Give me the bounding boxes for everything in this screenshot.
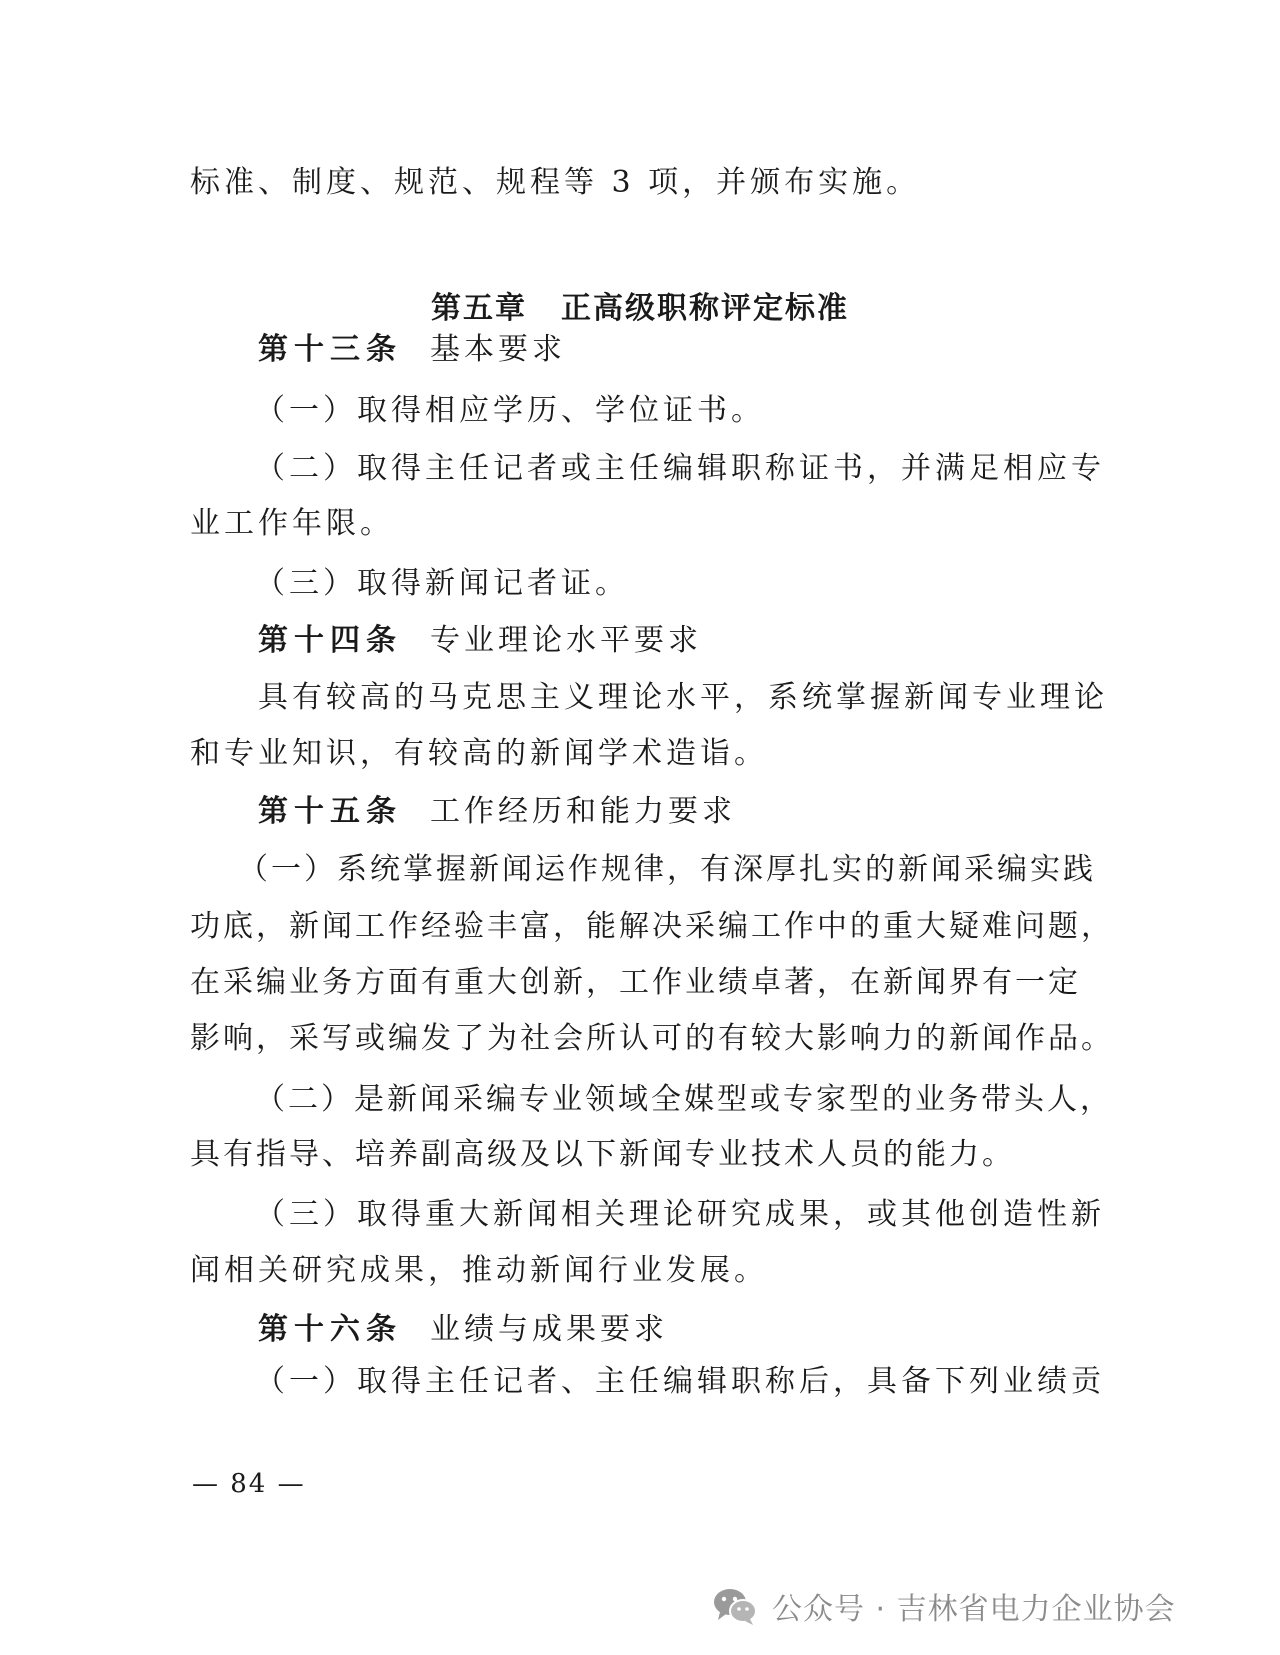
body-line: （二）取得主任记者或主任编辑职称证书，并满足相应专 (255, 451, 1105, 486)
body-line: （二）是新闻采编专业领域全媒型或专家型的业务带头人， (255, 1082, 1113, 1117)
chapter-label: 第五章 (431, 291, 527, 326)
wechat-icon (712, 1586, 758, 1626)
article-title: 工作经历和能力要求 (430, 794, 736, 829)
body-line: （一）系统掌握新闻运作规律，有深厚扎实的新闻采编实践 (238, 852, 1096, 887)
body-line: 在采编业务方面有重大创新，工作业绩卓著，在新闻界有一定 (190, 965, 1081, 1000)
article-label: 第十四条 (258, 623, 402, 658)
watermark-text: 公众号 · 吉林省电力企业协会 (772, 1592, 1176, 1627)
article-title: 业绩与成果要求 (430, 1312, 668, 1347)
chapter-heading (0, 289, 1280, 329)
article-title: 专业理论水平要求 (430, 623, 702, 658)
body-line: 和专业知识，有较高的新闻学术造诣。 (190, 736, 768, 771)
body-line: （三）取得重大新闻相关理论研究成果，或其他创造性新 (255, 1197, 1105, 1232)
watermark (712, 1582, 1176, 1630)
body-line: 功底，新闻工作经验丰富，能解决采编工作中的重大疑难问题， (190, 909, 1114, 944)
page-number: — 84 — (192, 1469, 306, 1499)
body-line: （一）取得相应学历、学位证书。 (255, 393, 765, 428)
article-label: 第十五条 (258, 794, 402, 829)
body-line: 具有指导、培养副高级及以下新闻专业技术人员的能力。 (190, 1137, 1015, 1172)
body-line: （一）取得主任记者、主任编辑职称后，具备下列业绩贡 (255, 1364, 1105, 1399)
article-heading (258, 330, 1090, 370)
article-title: 基本要求 (430, 332, 566, 367)
body-line: 影响，采写或编发了为社会所认可的有较大影响力的新闻作品。 (190, 1021, 1114, 1056)
article-heading (258, 621, 1090, 661)
chapter-title: 正高级职称评定标准 (561, 291, 849, 326)
body-line: 闻相关研究成果，推动新闻行业发展。 (190, 1253, 768, 1288)
article-label: 第十三条 (258, 332, 402, 367)
article-heading (258, 1310, 1090, 1350)
body-line: 业工作年限。 (190, 506, 394, 541)
article-heading (258, 792, 1090, 832)
body-line: 具有较高的马克思主义理论水平，系统掌握新闻专业理论 (258, 680, 1108, 715)
article-label: 第十六条 (258, 1312, 402, 1347)
body-line: 标准、制度、规范、规程等 3 项，并颁布实施。 (190, 165, 921, 200)
body-line: （三）取得新闻记者证。 (255, 566, 629, 601)
